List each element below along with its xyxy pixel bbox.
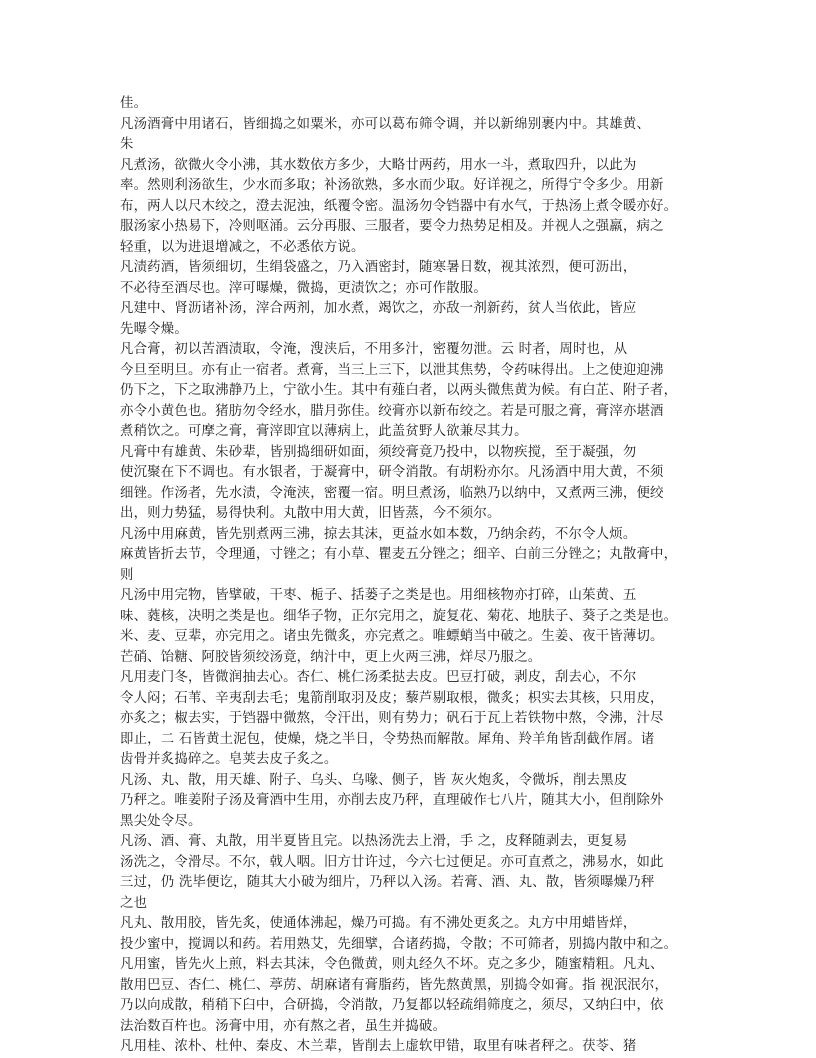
text-line: 投少蜜中，搅调以和药。若用熟艾，先细擘，合诸药捣，令散；不可筛者，别捣内散中和之。 (120, 936, 678, 952)
text-line: 凡汤中用完物，皆擘破，干枣、栀子、括蒌子之类是也。用细核物亦打碎，山茱黄、五 (120, 588, 637, 603)
text-line: 凡丸、散用胶，皆先炙，使通体沸起，燥乃可捣。有不沸处更炙之。丸方中用蜡皆烊， (120, 916, 637, 931)
document-page (120, 94, 678, 1058)
text-line: 凡煮汤，欲微火令小沸，其水数依方多少，大略廿两药，用水一斗，煮取四升，以此为 (120, 157, 637, 173)
text-line: 布，两人以尺木绞之，澄去泥浊，纸覆令密。温汤勿令铛器中有水气，于热汤上煮令暖亦好。 (120, 198, 678, 214)
text-line: 细锉。作汤者，先水渍，令淹浃，密覆一宿。明旦煮汤，临熟乃以纳中，又煮两三沸，便绞 (120, 485, 664, 501)
text-line: 不必待至酒尽也。滓可曝燥，微捣，更渍饮之；亦可作散服。 (120, 280, 487, 296)
text-line: 散用巴豆、杏仁、桃仁、葶苈、胡麻诸有膏脂药，皆先熬黄黑，别捣令如膏。指 视泯泯尔， (120, 977, 669, 993)
text-line: 之也 (120, 895, 148, 911)
text-line: 黑尖处令尽。 (120, 813, 202, 829)
text-line: 则 (120, 567, 134, 583)
text-line: 朱 (120, 137, 134, 152)
text-line: 凡膏中有雄黄、朱砂辈，皆别捣细研如面，须绞膏竟乃投中，以物疾搅，至于凝强，勿 (120, 444, 637, 460)
text-line: 芒硝、饴糖、阿胶皆须绞汤竟，纳汁中，更上火两三沸，烊尽乃服之。 (120, 649, 542, 665)
text-line: 使沉聚在下不调也。有水银者，于凝膏中，研令消散。有胡粉亦尔。凡汤酒中用大黄，不须 (120, 465, 664, 480)
text-line: 率。然则利汤欲生，少水而多取；补汤欲熟，多水而少取。好详视之，所得宁令多少。用新 (120, 178, 664, 193)
text-line: 仍下之，下之取沸静乃上，宁欲小生。其中有薤白者，以两头微焦黄为候。有白芷、附子者， (120, 383, 678, 398)
text-line: 佳。 (120, 96, 148, 111)
text-line: 今旦至明旦。亦有止一宿者。煮膏，当三上三下，以泄其焦势，令药味得出。上之使迎迎沸 (120, 362, 664, 378)
text-line: 汤洗之，令滑尽。不尔，戟人咽。旧方廿许过，今六七过便足。亦可直煮之，沸易水，如此 (120, 854, 664, 870)
text-line: 味、蕤核，决明之类是也。细华子物，正尔完用之，旋复花、菊花、地肤子、葵子之类是也。 (120, 608, 678, 624)
text-line: 服汤家小热易下，冷则呕涌。云分再服、三服者，要令力热势足相及。并视人之强羸，病之 (120, 219, 664, 234)
text-line: 令人闷；石苇、辛夷刮去毛；鬼箭削取羽及皮；藜芦剔取根，微炙；枳实去其核，只用皮， (120, 690, 664, 706)
text-line: 凡用桂、浓朴、杜仲、秦皮、木兰辈，皆削去上虚软甲错，取里有味者秤之。茯苓、猪 (120, 1039, 637, 1054)
text-line: 轻重，以为进退增减之，不必悉依方说。 (120, 239, 365, 255)
text-line: 凡建中、肾沥诸补汤，滓合两剂，加水煮，竭饮之，亦敌一剂新药，贫人当依此，皆应 (120, 301, 637, 316)
text-line: 凡用蜜，皆先火上煎，料去其沫，令色微黄，则丸经久不坏。克之多少，随蜜精粗。凡丸、 (120, 957, 664, 972)
text-line: 亦令小黄色也。猪肪勿令经水，腊月弥佳。绞膏亦以新布绞之。若是可服之膏，膏滓亦堪酒 (120, 403, 664, 419)
text-line: 凡渍药酒，皆须细切，生绢袋盛之，乃入酒密封，随寒暑日数，视其浓烈，便可沥出， (120, 260, 637, 275)
text-line: 即止，二 石皆黄土泥包，使燥，烧之半日，令势热而解散。犀角、羚羊角皆刮截作屑。诸 (120, 731, 655, 747)
text-line: 齿骨并炙捣碎之。皂荚去皮子炙之。 (120, 752, 338, 767)
text-line: 出，则力势猛，易得快利。丸散中用大黄，旧皆蒸，今不须尔。 (120, 506, 501, 521)
text-line: 法治数百杵也。汤膏中用，亦有熬之者，虽生并捣破。 (120, 1018, 447, 1034)
text-line: 乃以向成散，稍稍下臼中，合研捣，令消散，乃复都以轻疏绢筛度之，须尽，又纳臼中，依 (120, 998, 664, 1013)
text-line: 乃秤之。唯姜附子汤及膏酒中生用，亦削去皮乃秤，直理破作七八片，随其大小，但削除外 (120, 793, 664, 808)
text-line: 先曝令燥。 (120, 321, 188, 337)
text-line: 三过，仍 洗毕便讫，随其大小破为细片，乃秤以入汤。若膏、酒、丸、散，皆须曝燥乃秤 (120, 875, 655, 890)
text-line: 煮稍饮之。可摩之膏，膏滓即宜以薄病上，此盖贫野人欲兼尽其力。 (120, 424, 528, 439)
text-line: 凡汤中用麻黄，皆先别煮两三沸，掠去其沫，更益水如本数，乃纳余药，不尔令人烦。 (120, 526, 637, 542)
text-line: 亦炙之；椒去实，于铛器中微熬，令汗出，则有势力；矾石于瓦上若铁物中熬，令沸，汁尽 (120, 711, 664, 726)
text-line: 凡用麦门冬，皆微润抽去心。杏仁、桃仁汤柔挞去皮。巴豆打破，剥皮，刮去心，不尔 (120, 670, 637, 685)
text-line: 米、麦、豆辈，亦完用之。诸虫先微炙，亦完煮之。唯螵蛸当中破之。生姜、夜干皆薄切。 (120, 629, 664, 644)
text-line: 麻黄皆折去节，令理通，寸锉之；有小草、瞿麦五分锉之；细辛、白前三分锉之；丸散膏中， (120, 547, 678, 562)
text-line: 凡汤、丸、散，用天雄、附子、乌头、乌喙、侧子，皆 灰火炮炙，令微坼，削去黑皮 (120, 772, 628, 788)
text-line: 凡合膏，初以苦酒渍取，令淹，溲浃后，不用多汁，密覆勿泄。云 时者，周时也，从 (120, 342, 628, 357)
text-line: 凡汤酒膏中用诸石，皆细捣之如粟米，亦可以葛布筛令调，并以新绵别裹内中。其雄黄、 (120, 116, 651, 132)
text-line: 凡汤、酒、膏、丸散，用半夏皆且完。以热汤洗去上滑，手 之，皮释随剥去，更复易 (120, 834, 628, 849)
